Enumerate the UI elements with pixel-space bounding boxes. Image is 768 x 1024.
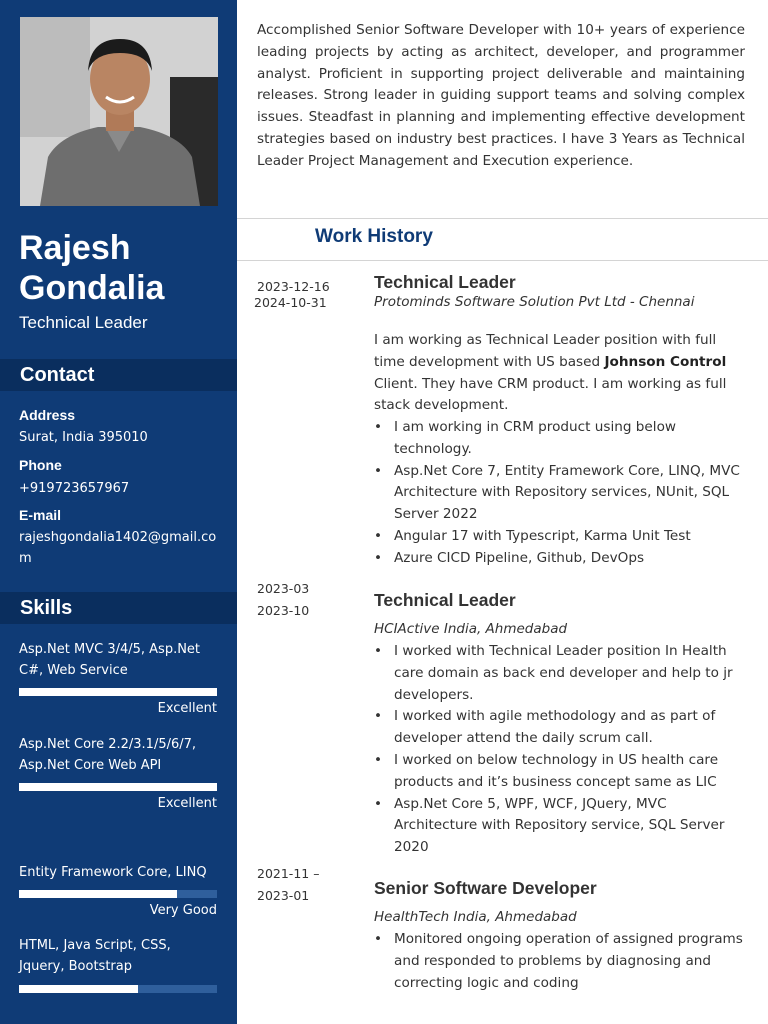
candidate-name [19, 228, 164, 308]
job-description-text: I am working as Technical Leader position with full time development with US based [374, 332, 717, 370]
job-title: Technical Leader [374, 590, 516, 610]
phone-value[interactable]: +919723657967 [19, 481, 130, 496]
skill-bar [19, 688, 217, 696]
skill-bar-fill [19, 688, 217, 696]
list-item: • I am working in CRM product using below technology. [374, 417, 749, 461]
skills-heading: Skills [0, 592, 237, 624]
last-name: Gondalia [19, 269, 165, 307]
job-title: Senior Software Developer [374, 878, 597, 898]
skill-level: Excellent [157, 701, 217, 716]
skill-name: Asp.Net MVC 3/4/5, Asp.Net C#, Web Service [19, 642, 201, 678]
skill-bar-fill [19, 985, 138, 993]
job-description-text: Client. They have CRM product. I am working as full stack development. [374, 375, 727, 414]
job-date-end: 2024-10-31 [254, 295, 327, 310]
list-item: • Asp.Net Core 5, WPF, WCF, JQuery, MVC Architecture with Repository service, SQL Server 2020 [374, 794, 749, 859]
skill-bar [19, 783, 217, 791]
skill-bar [19, 890, 217, 898]
job-company: HealthTech India, Ahmedabad [374, 909, 577, 925]
sidebar [0, 0, 237, 1024]
email-value[interactable]: rajeshgondalia1402@gmail.com [19, 530, 217, 566]
divider [237, 218, 768, 219]
skill-name: Asp.Net Core 2.2/3.1/5/6/7, Asp.Net Core Web API [19, 737, 197, 773]
job-bullets [374, 417, 749, 570]
job-bullets [374, 641, 749, 859]
list-item: • Monitored ongoing operation of assigned programs and responded to problems by diagnosing and correcting logic and coding [374, 929, 749, 994]
list-item: • Asp.Net Core 7, Entity Framework Core, LINQ, MVC Architecture with Repository services, NUnit, SQL Server 2022 [374, 461, 749, 526]
divider [237, 260, 768, 261]
skill-name: Entity Framework Core, LINQ [19, 865, 207, 880]
job-date-start: 2021-11 – [257, 866, 320, 881]
job-date-end: 2023-10 [257, 603, 310, 618]
job-bullets [374, 929, 749, 994]
client-name: Johnson Control [604, 353, 727, 370]
job-date-start: 2023-12-16 [257, 279, 330, 294]
job-title: Technical Leader [374, 272, 516, 292]
address-label: Address [19, 407, 76, 423]
professional-summary: Accomplished Senior Software Developer with 10+ years of experience leading projects by acting as architect, developer, and programmer analyst. Proficient in supporting project deliverable and maintaining releases. Strong leader in guiding support teams and solving complex issues. Steadfast in planning and implementing effective development strategies based on industry best practices. I have 3 Years as Technical Leader Project Management and Execution experience. [257, 22, 745, 169]
list-item: • Azure CICD Pipeline, Github, DevOps [374, 548, 749, 570]
list-item: • I worked on below technology in US health care products and it’s business concept same as LIC [374, 750, 749, 794]
phone-label: Phone [19, 457, 62, 473]
job-date-start: 2023-03 [257, 581, 310, 596]
work-history-heading: Work History [315, 226, 433, 247]
job-date-end: 2023-01 [257, 888, 310, 903]
first-name: Rajesh [19, 229, 131, 267]
profile-photo [20, 17, 218, 206]
list-item: • Angular 17 with Typescript, Karma Unit Test [374, 526, 749, 548]
job-company: Protominds Software Solution Pvt Ltd - Chennai [374, 294, 695, 310]
skill-name: HTML, Java Script, CSS, Jquery, Bootstrap [19, 938, 171, 974]
list-item: • I worked with agile methodology and as part of developer attend the daily scrum call. [374, 706, 749, 750]
skill-level: Excellent [157, 796, 217, 811]
candidate-role: Technical Leader [19, 313, 148, 332]
job-description [374, 330, 749, 417]
skill-bar-fill [19, 890, 177, 898]
address-value: Surat, India 395010 [19, 430, 148, 445]
email-label: E-mail [19, 507, 62, 523]
skill-bar-fill [19, 783, 217, 791]
contact-heading: Contact [0, 359, 237, 391]
job-company: HCIActive India, Ahmedabad [374, 621, 568, 637]
skill-level: Very Good [149, 903, 217, 918]
list-item: • I worked with Technical Leader position In Health care domain as back end developer and help to jr developers. [374, 641, 749, 706]
skill-bar [19, 985, 217, 993]
